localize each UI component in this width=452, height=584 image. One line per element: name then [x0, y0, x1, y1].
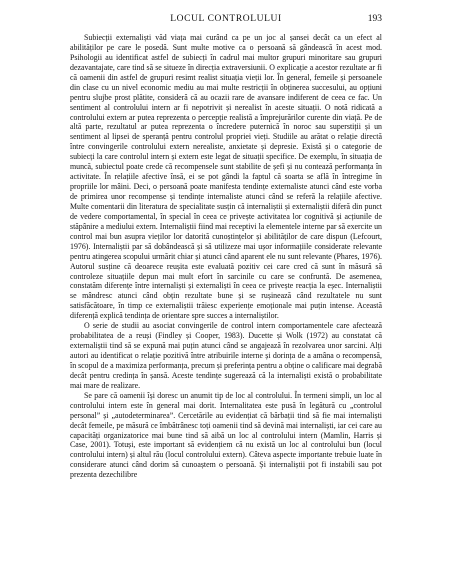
- body-text: [70, 33, 382, 480]
- paragraph: O serie de studii au asociat convingerile de control intern comportamentele care afectează probabilitatea de a reuși (Findley și Cooper, 1983). Ducette și Wolk (1972) au constatat că externaliștii tind să se expună mai puțin atunci când se angajează în rezolvarea unor sarcini. Alți autori au identificat o relație pozitivă între atribuirile interne și dorința de a amâna o recompensă, în scopul de a maximiza performanța, precum și preferința pentru a obține o calificare mai degrabă decât pentru credința în șansă. Aceste tendințe sugerează că la internaliști există o probabilitate mai mare de realizare.: [70, 321, 382, 390]
- running-title: LOCUL CONTROLULUI: [170, 14, 282, 24]
- paragraph: Se pare că oamenii își doresc un anumit tip de loc al controlului. În termeni simpli, un loc al controlului intern este în general mai dorit. Internalitatea este pusă în legătură cu „controlul personal” și „autodeterminarea”. Cercetările au evidențiat că bărbații tind să fie mai internaliști decât femeile, pe măsură ce îmbătrânesc toți oamenii tind să devină mai internaliști, iar cei care au capacități organizatorice mai bune tind să aibă un loc al controlului intern (Mamlin, Harris și Case, 2001). Totuși, este important să evidențiem că nu există un loc al controlului bun (locul controlului intern) și altul rău (locul controlului extern). Câteva aspecte importante trebuie luate în considerare atunci când dorim să cunoaștem o persoană. Și internaliștii pot fi instabili sau pot prezenta dezechilibre: [70, 390, 382, 480]
- paragraph: Subiecții externaliști văd viața mai curând ca pe un joc al șansei decât ca un efect al abilităților pe care le posedă. Sunt multe motive ca o persoană să gândească în acest mod. Psihologii au identificat astfel de subiecți în cadrul mai multor grupuri minoritare sau grupuri dezavantajate, care tind să se situeze în direcția extraversiunii. O explicație a acestor rezultate ar fi că oamenii din astfel de grupuri resimt realist situația vieții lor. În general, femeile și persoanele din clase cu un nivel economic mediu au mai multe restricții în obținerea succesului, au opțiuni pentru slujbe prost plătite, consideră că au ocazii rare de avansare indiferent de ceea ce fac. Un sentiment al controlului intern ar fi nepotrivit și nerealist în aceste situații. O notă ridicată a controlului extern ar putea reprezenta o percepție realistă a împrejurărilor curente din viață. Pe de altă parte, rezultatul ar putea reprezenta o încredere puternică în noroc sau superstiții și un sentiment al lipsei de speranță pentru controlul propriei vieți. Studiile au arătat o relație directă între convingerile controlului extern nerealiste, anxietate și depresie. Există și o categorie de subiecți la care controlul intern și extern este legat de situații specifice. De exemplu, în situația de muncă, subiectul poate crede că recompensele sunt stabilite de șefi și nu contează performanța în activitate. În relațiile afective însă, ei se pot gândi la faptul că soarta se află în întregime în propriile lor mâini. Deci, o persoană poate manifesta tendințe externaliste atunci când este vorba de primirea unor recompense și tendințe internaliste atunci când se referă la relațiile afective. Multe comentarii din literatura de specialitate susțin că internaliștii și externaliștii diferă din punct de vedere comportamental, în special în ceea ce privește activitatea lor cognitivă și acțiunile de stăpânire a mediului extern. Internaliștii fiind mai receptivi la elementele interne par să exercite un control mai bun asupra vieților lor datorită cunoștințelor și abilităților de care dispun (Lefcourt, 1976). Internaliștii par să dobândească și să utilizeze mai ușor informațiile considerate relevante pentru atingerea scopului urmărit chiar și atunci când aparent ele nu sunt relevante (Phares, 1976). Autorul susține că deoarece reușita este evaluată pozitiv cei care cred că sunt în măsură să controleze situațiile depun mai mult efort în sarcinile cu care se confruntă. De asemenea, constatăm diferențe între internaliști și externaliști în ceea ce privește reacția la eșec. Internaliștii se mândresc atunci când obțin rezultate bune și se rușinează când rezultatele nu sunt satisfăcătoare, în timp ce externaliștii trăiesc experiențe emoționale mai puțin intense. Această diferență explică tendința de orientare spre succes a internaliștilor.: [70, 33, 382, 321]
- page-number: 193: [367, 14, 382, 24]
- page-header: [70, 12, 382, 28]
